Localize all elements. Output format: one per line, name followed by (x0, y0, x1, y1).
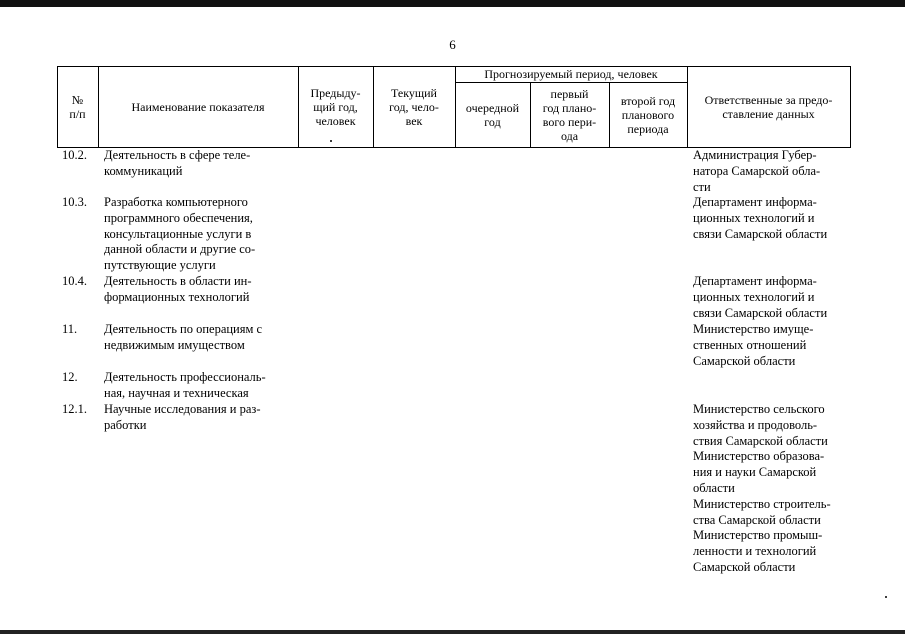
header-indicator-name: Наименование показателя (131, 99, 265, 114)
row-responsible: Департамент информа- ционных технологий и связи Самарской области (693, 274, 828, 320)
row-number: 12.1. (62, 402, 87, 416)
row-responsible: Министерство имуще- ственных отношений Самарской области (693, 322, 814, 368)
row-indicator: Деятельность в области ин- формационных технологий (104, 274, 252, 304)
row-number: 10.2. (62, 148, 87, 162)
row-indicator: Разработка компьютерного программного обеспечения, консультационные услуги в данной области и другие со- путствующие услуги (104, 195, 256, 273)
page-number: 6 (449, 37, 456, 52)
row-number: 10.3. (62, 195, 87, 209)
row-indicator: Научные исследования и раз- работки (104, 402, 261, 432)
header-forecast-period: Прогнозируемый период, человек (484, 67, 658, 81)
bottom-border-bar (0, 630, 905, 634)
speck-mark (330, 140, 332, 142)
row-responsible: Министерство сельского хозяйства и продоволь- ствия Самарской области Министерство образова- ния и науки Самарской области Министерство строитель- ства Самарской области Министерство промыш- ленности и технологий Самарской области (693, 402, 831, 574)
row-responsible: Департамент информа- ционных технологий и связи Самарской области (693, 195, 828, 241)
speck-mark (885, 596, 887, 598)
header-responsible: Ответственные за предо- ставление данных (704, 92, 833, 121)
header-next-year: очередной год (465, 100, 520, 129)
row-indicator: Деятельность профессиональ- ная, научная и техническая (104, 370, 266, 400)
header-previous-year: Предыду- щий год, человек (310, 85, 361, 128)
header-first-plan-year: первый год плано- вого пери- ода (542, 86, 597, 143)
header-second-plan-year: второй год планового периода (620, 93, 676, 136)
row-number: 12. (62, 370, 78, 384)
top-border-bar (0, 0, 905, 7)
row-indicator: Деятельность по операциям с недвижимым имуществом (104, 322, 263, 352)
header-number: № п/п (69, 92, 86, 121)
row-number: 11. (62, 322, 78, 336)
row-indicator: Деятельность в сфере теле- коммуникаций (104, 148, 251, 178)
row-responsible: Администрация Губер- натора Самарской обла- сти (693, 148, 821, 194)
row-number: 10.4. (62, 274, 87, 288)
header-current-year: Текущий год, чело- век (389, 85, 439, 128)
